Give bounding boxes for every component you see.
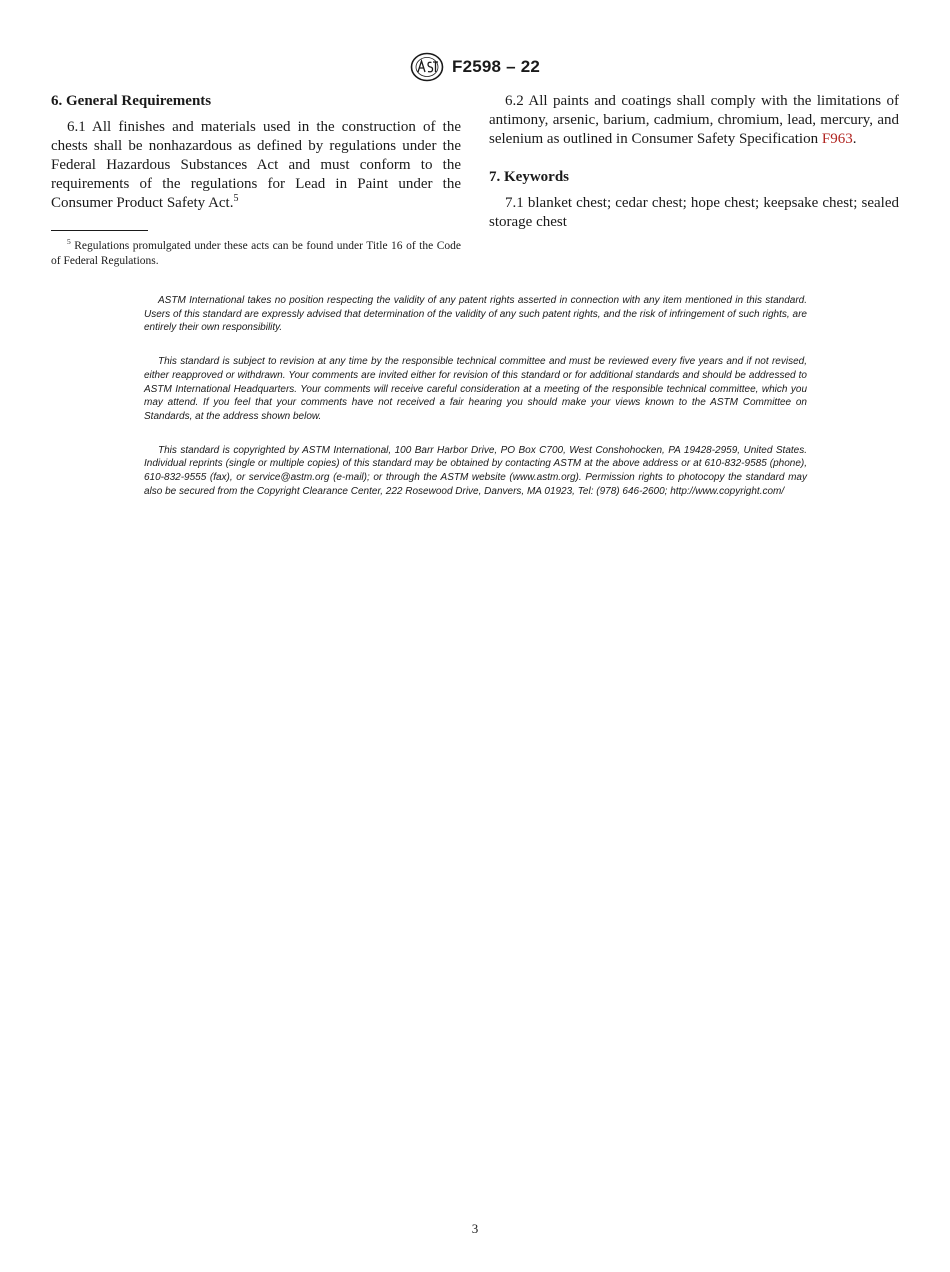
section-7-heading: 7. Keywords xyxy=(489,169,569,185)
right-column xyxy=(489,92,899,232)
footnote-ref-5[interactable]: 5 xyxy=(233,193,239,204)
standard-designation: F2598 – 22 xyxy=(451,57,540,76)
paragraph-6-1 xyxy=(51,118,461,213)
paragraph-6-2-end: . xyxy=(852,131,857,147)
page-header xyxy=(0,52,950,82)
paragraph-6-1-text: 6.1 All finishes and materials used in the construction of the chests shall be nonhazardous as defined by regulations under the Federal Hazardous Substances Act and must conform to the requirements of the regulations for Lead in Paint under the Consumer Product Safety Act. xyxy=(51,119,461,211)
left-column xyxy=(51,92,461,269)
copyright-notice: This standard is copyrighted by ASTM International, 100 Barr Harbor Drive, PO Box C700, West Conshohocken, PA 19428-2959, United States. Individual reprints (single or multiple copies) of this standard may be obtained by contacting ASTM at the above address or at 610-832-9585 (phone), 610-832-9555 (fax), or service@astm.org (e-mail); or through the ASTM website (www.astm.org). Permission rights to photocopy the standard may also be secured from the Copyright Clearance Center, 222 Rosewood Drive, Danvers, MA 01923, Tel: (978) 646-2600; http://www.copyright.com/ xyxy=(144,444,807,497)
astm-logo-icon xyxy=(410,52,444,82)
revision-notice: This standard is subject to revision at any time by the responsible technical committee and must be reviewed every five years and if not revised, either reapproved or withdrawn. Your comments are invited either for revision of this standard or for additional standards and should be addressed to ASTM International Headquarters. Your comments will receive careful consideration at a meeting of the responsible technical committee, which you may attend. If you feel that your comments have not received a fair hearing you should make your views known to the ASTM Committee on Standards, at the address shown below. xyxy=(144,356,807,422)
footnote-marker: 5 xyxy=(67,237,71,247)
astm-notices xyxy=(144,294,807,518)
f963-link[interactable]: F963 xyxy=(821,131,853,147)
paragraph-6-2 xyxy=(489,92,899,149)
page-number: 3 xyxy=(471,1221,479,1236)
footnote-5 xyxy=(51,239,461,269)
patent-notice: ASTM International takes no position respecting the validity of any patent rights asserted in connection with any item mentioned in this standard. Users of this standard are expressly advised that determination of the validity of any such patent rights, and the risk of infringement of such rights, are entirely their own responsibility. xyxy=(144,295,807,334)
paragraph-6-2-text: 6.2 All paints and coatings shall comply with the limitations of antimony, arsenic, barium, cadmium, chromium, lead, mercury, and selenium as outlined in Consumer Safety Specification xyxy=(489,93,899,147)
footnote-text: Regulations promulgated under these acts can be found under Title 16 of the Code of Federal Regulations. xyxy=(51,240,461,267)
section-6-heading: 6. General Requirements xyxy=(51,93,212,109)
paragraph-7-1: 7.1 blanket chest; cedar chest; hope chest; keepsake chest; sealed storage chest xyxy=(489,195,899,230)
footnote-divider xyxy=(51,230,148,231)
